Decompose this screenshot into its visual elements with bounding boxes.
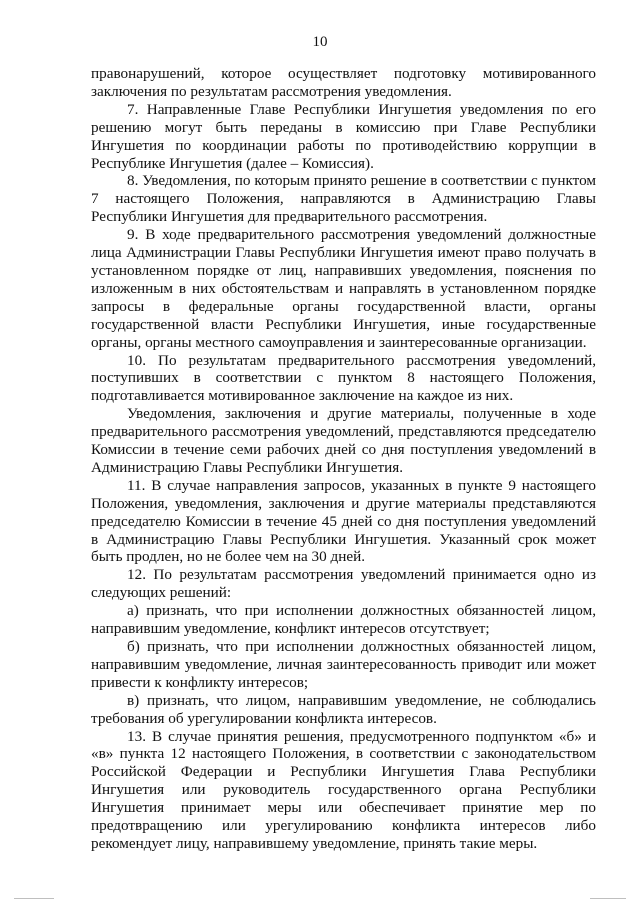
page-number: 10 [312, 34, 328, 50]
scan-edge-mark-right [590, 898, 626, 899]
paragraph-item-7: 7. Направленные Главе Республики Ингушетия уведомления по его решению могут быть переданы в комиссию при Главе Республики Ингушетия по координации работы по противодействию коррупции в Республике Ингушетия (далее – Комиссия). [91, 100, 596, 172]
paragraph-item-8: 8. Уведомления, по которым принято решение в соответствии с пунктом 7 настоящего Положения, направляются в Администрацию Главы Республики Ингушетия для предварительного рассмотрения. [91, 172, 596, 226]
paragraph-item-9: 9. В ходе предварительного рассмотрения уведомлений должностные лица Администрации Главы Республики Ингушетия имеют право получать в установленном порядке от лиц, направивших уведомления, пояснения по изложенным в них обстоятельствам и направлять в установленном порядке запросы в федеральные органы государственной власти, органы государственной власти Республики Ингушетия, иные государственные органы, органы местного самоуправления и заинтересованные организации. [91, 226, 596, 351]
paragraph-item-13: 13. В случае принятия решения, предусмотренного подпунктом «б» и «в» пункта 12 настоящего Положения, в соответствии с законодательством Российской Федерации и Республики Ингушетия Глава Республики Ингушетия или руководитель государственного органа Республики Ингушетия принимает меры или обеспечивает принятие мер по предотвращению или урегулированию конфликта интересов либо рекомендует лицу, направившему уведомление, принять такие меры. [91, 727, 596, 852]
paragraph-item-12-a: а) признать, что при исполнении должностных обязанностей лицом, направившим уведомление, конфликт интересов отсутствует; [91, 602, 596, 638]
paragraph-item-10: 10. По результатам предварительного рассмотрения уведомлений, поступивших в соответствии с пунктом 8 настоящего Положения, подготавливается мотивированное заключение на каждое из них. [91, 351, 596, 405]
paragraph-item-12-b: б) признать, что при исполнении должностных обязанностей лицом, направившим уведомление, личная заинтересованность приводит или может привести к конфликту интересов; [91, 638, 596, 691]
paragraph-materials: Уведомления, заключения и другие материалы, полученные в ходе предварительного рассмотрения уведомлений, представляются председателю Комиссии в течение семи рабочих дней со дня поступления уведомлений в Администрацию Главы Республики Ингушетия. [91, 405, 596, 476]
paragraph-item-12: 12. По результатам рассмотрения уведомлений принимается одно из следующих решений: [91, 566, 596, 602]
scan-edge-mark-left [14, 898, 54, 899]
paragraph-item-11: 11. В случае направления запросов, указанных в пункте 9 настоящего Положения, уведомления, заключения и другие материалы представляются председателю Комиссии в течение 45 дней со дня поступления уведомлений в Администрацию Главы Республики Ингушетия. Указанный срок может быть продлен, но не более чем на 30 дней. [91, 476, 596, 566]
paragraph-continuation: правонарушений, которое осуществляет подготовку мотивированного заключения по результатам рассмотрения уведомления. [91, 65, 596, 100]
document-body [91, 65, 596, 853]
paragraph-item-12-v: в) признать, что лицом, направившим уведомление, не соблюдались требования об урегулировании конфликта интересов. [91, 691, 596, 727]
